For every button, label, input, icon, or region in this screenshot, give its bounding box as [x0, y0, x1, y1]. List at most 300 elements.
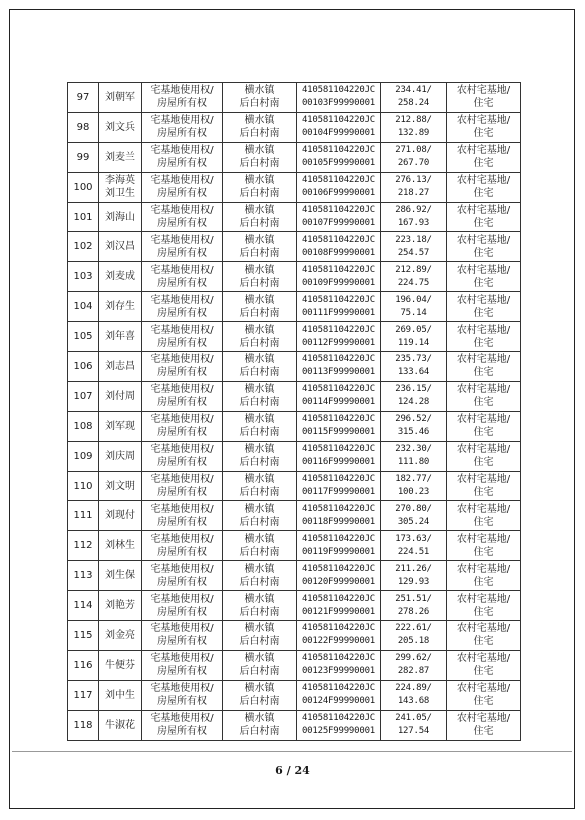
cell-area-line: 254.57	[397, 247, 430, 258]
cell-unit-code	[297, 441, 381, 471]
cell-unit-code-line: 00111F99990001	[301, 307, 376, 318]
cell-right-type-line: 房屋所有权	[157, 726, 207, 738]
cell-location-line: 横水镇	[244, 683, 275, 695]
cell-area-line: 119.14	[397, 337, 430, 348]
cell-right-type	[142, 471, 223, 501]
cell-holder-name-line: 刘现付	[105, 510, 135, 522]
cell-unit-code-line: 00106F99990001	[301, 188, 376, 199]
cell-location	[223, 411, 297, 441]
cell-holder-name-line: 李海英	[105, 175, 135, 187]
cell-location	[223, 232, 297, 262]
cell-usage-line: 农村宅基地/	[456, 533, 511, 545]
cell-number: 108	[68, 411, 99, 441]
cell-unit-code-line: 410581104220JC	[301, 294, 376, 305]
cell-usage	[447, 142, 521, 172]
cell-area-line: 133.64	[397, 367, 430, 378]
cell-location	[223, 262, 297, 292]
cell-unit-code-line: 410581104220JC	[301, 533, 376, 544]
cell-right-type-line: 宅基地使用权/	[150, 115, 214, 127]
cell-right-type-line: 宅基地使用权/	[150, 563, 214, 575]
cell-area-line: 232.30/	[395, 444, 432, 455]
cell-usage-line: 农村宅基地/	[456, 85, 511, 97]
cell-holder-name-line: 刘艳芳	[105, 600, 135, 612]
cell-unit-code-line: 00116F99990001	[301, 457, 376, 468]
cell-location	[223, 172, 297, 202]
cell-area-line: 270.80/	[395, 503, 432, 514]
cell-location-line: 横水镇	[244, 503, 275, 515]
cell-right-type	[142, 142, 223, 172]
cell-unit-code-line: 00119F99990001	[301, 546, 376, 557]
cell-location-line: 横水镇	[244, 563, 275, 575]
cell-location	[223, 531, 297, 561]
cell-location-line: 横水镇	[244, 414, 275, 426]
cell-right-type	[142, 202, 223, 232]
cell-area-line: 167.93	[397, 218, 430, 228]
cell-unit-code-line: 00118F99990001	[301, 516, 376, 527]
cell-usage	[447, 322, 521, 352]
cell-location-line: 横水镇	[244, 294, 275, 306]
cell-area-line: 251.51/	[395, 593, 432, 604]
cell-unit-code-line: 00108F99990001	[301, 247, 376, 258]
cell-area	[381, 112, 447, 142]
cell-usage-line: 住宅	[473, 576, 494, 588]
cell-unit-code	[297, 172, 381, 202]
cell-usage-line: 住宅	[473, 726, 494, 738]
cell-area	[381, 591, 447, 621]
cell-holder-name	[99, 591, 142, 621]
cell-location	[223, 591, 297, 621]
cell-holder-name-line: 刘麦成	[105, 271, 135, 283]
cell-right-type-line: 房屋所有权	[157, 98, 207, 110]
cell-right-type	[142, 680, 223, 710]
cell-unit-code	[297, 262, 381, 292]
cell-right-type-line: 宅基地使用权/	[150, 683, 214, 695]
cell-right-type	[142, 621, 223, 651]
table-row	[68, 561, 521, 591]
cell-right-type-line: 房屋所有权	[157, 487, 207, 499]
cell-location	[223, 381, 297, 411]
cell-unit-code-line: 410581104220JC	[301, 175, 376, 186]
table-body	[68, 83, 521, 741]
cell-usage-line: 农村宅基地/	[456, 623, 511, 635]
cell-unit-code	[297, 202, 381, 232]
cell-unit-code-line: 410581104220JC	[301, 683, 376, 694]
cell-usage	[447, 262, 521, 292]
cell-unit-code	[297, 531, 381, 561]
table-row	[68, 411, 521, 441]
cell-area-line: 223.18/	[395, 234, 432, 245]
cell-usage	[447, 591, 521, 621]
cell-area-line: 111.80	[397, 457, 430, 468]
cell-right-type	[142, 83, 223, 113]
cell-area	[381, 680, 447, 710]
footer-divider	[12, 751, 572, 752]
cell-holder-name	[99, 142, 142, 172]
cell-area-line: 182.77/	[395, 474, 432, 485]
cell-area-line: 75.14	[400, 307, 427, 318]
cell-usage-line: 住宅	[473, 427, 494, 439]
page-number: 6 / 24	[275, 764, 310, 777]
cell-right-type-line: 房屋所有权	[157, 427, 207, 439]
cell-usage-line: 住宅	[473, 188, 494, 200]
cell-unit-code	[297, 411, 381, 441]
cell-right-type	[142, 650, 223, 680]
cell-location	[223, 142, 297, 172]
cell-right-type-line: 房屋所有权	[157, 546, 207, 558]
cell-number: 113	[68, 561, 99, 591]
cell-location-line: 横水镇	[244, 85, 275, 97]
table-row	[68, 262, 521, 292]
cell-right-type	[142, 172, 223, 202]
cell-location-line: 后白村南	[239, 636, 280, 648]
cell-area	[381, 322, 447, 352]
cell-area-line: 278.26	[397, 606, 430, 617]
cell-holder-name-line: 刘志昌	[105, 360, 135, 372]
cell-usage	[447, 292, 521, 322]
cell-location-line: 后白村南	[239, 218, 280, 229]
registration-table	[67, 82, 521, 741]
cell-location-line: 后白村南	[239, 367, 280, 379]
cell-unit-code-line: 410581104220JC	[301, 474, 376, 485]
cell-location-line: 横水镇	[244, 324, 275, 336]
cell-area-line: 205.18	[397, 636, 430, 647]
cell-area	[381, 83, 447, 113]
cell-area	[381, 232, 447, 262]
cell-holder-name-line: 刘军现	[105, 420, 135, 432]
cell-unit-code	[297, 112, 381, 142]
cell-unit-code-line: 00113F99990001	[301, 367, 376, 378]
cell-holder-name-line: 刘生保	[105, 570, 135, 582]
cell-holder-name	[99, 501, 142, 531]
cell-usage-line: 住宅	[473, 636, 494, 648]
table-row	[68, 352, 521, 382]
cell-holder-name	[99, 381, 142, 411]
cell-location-line: 后白村南	[239, 726, 280, 738]
cell-area-line: 305.24	[397, 516, 430, 527]
cell-right-type-line: 宅基地使用权/	[150, 653, 214, 665]
cell-holder-name-line: 刘文兵	[105, 121, 135, 133]
cell-right-type-line: 宅基地使用权/	[150, 85, 214, 97]
cell-holder-name	[99, 83, 142, 113]
cell-right-type-line: 房屋所有权	[157, 247, 207, 259]
cell-holder-name-line: 牛淑花	[105, 719, 135, 731]
cell-holder-name-line: 刘金亮	[105, 629, 135, 641]
cell-usage-line: 农村宅基地/	[456, 563, 511, 575]
cell-usage-line: 农村宅基地/	[456, 354, 511, 366]
cell-area	[381, 381, 447, 411]
cell-usage	[447, 471, 521, 501]
cell-right-type-line: 宅基地使用权/	[150, 294, 214, 306]
cell-usage-line: 住宅	[473, 696, 494, 708]
table-row	[68, 591, 521, 621]
cell-right-type-line: 宅基地使用权/	[150, 623, 214, 635]
cell-location-line: 横水镇	[244, 354, 275, 366]
cell-usage	[447, 680, 521, 710]
cell-usage-line: 农村宅基地/	[456, 175, 511, 187]
cell-usage-line: 农村宅基地/	[456, 205, 511, 216]
cell-area-line: 234.41/	[395, 85, 432, 96]
cell-right-type	[142, 531, 223, 561]
cell-area	[381, 142, 447, 172]
cell-unit-code	[297, 83, 381, 113]
cell-usage	[447, 561, 521, 591]
cell-unit-code-line: 00109F99990001	[301, 277, 376, 288]
cell-area-line: 100.23	[397, 487, 430, 498]
cell-right-type-line: 宅基地使用权/	[150, 145, 214, 157]
cell-right-type-line: 房屋所有权	[157, 218, 207, 229]
cell-number: 107	[68, 381, 99, 411]
cell-location-line: 后白村南	[239, 457, 280, 469]
cell-holder-name	[99, 650, 142, 680]
cell-unit-code-line: 00120F99990001	[301, 576, 376, 587]
cell-right-type-line: 房屋所有权	[157, 696, 207, 708]
cell-unit-code-line: 410581104220JC	[301, 324, 376, 335]
cell-unit-code	[297, 561, 381, 591]
cell-right-type-line: 宅基地使用权/	[150, 533, 214, 545]
cell-right-type	[142, 441, 223, 471]
cell-right-type-line: 房屋所有权	[157, 666, 207, 678]
cell-location-line: 后白村南	[239, 516, 280, 528]
cell-holder-name-line: 刘存生	[105, 301, 135, 313]
cell-holder-name	[99, 471, 142, 501]
cell-area-line: 258.24	[397, 98, 430, 109]
cell-usage	[447, 531, 521, 561]
cell-usage-line: 住宅	[473, 307, 494, 319]
cell-right-type-line: 房屋所有权	[157, 158, 207, 170]
cell-area	[381, 501, 447, 531]
cell-location	[223, 561, 297, 591]
cell-location-line: 后白村南	[239, 397, 280, 409]
cell-area-line: 212.89/	[395, 264, 432, 275]
table-row	[68, 232, 521, 262]
cell-location-line: 横水镇	[244, 205, 275, 216]
cell-area-line: 235.73/	[395, 354, 432, 365]
cell-right-type-line: 宅基地使用权/	[150, 175, 214, 187]
cell-unit-code-line: 410581104220JC	[301, 205, 376, 215]
cell-area	[381, 352, 447, 382]
cell-location-line: 横水镇	[244, 234, 275, 246]
cell-right-type-line: 宅基地使用权/	[150, 384, 214, 396]
cell-area-line: 296.52/	[395, 414, 432, 425]
cell-holder-name	[99, 531, 142, 561]
cell-area-line: 224.51	[397, 546, 430, 557]
cell-unit-code	[297, 471, 381, 501]
cell-usage-line: 住宅	[473, 218, 494, 229]
cell-area-line: 236.15/	[395, 384, 432, 395]
cell-usage	[447, 650, 521, 680]
cell-unit-code-line: 00107F99990001	[301, 218, 376, 228]
cell-number: 101	[68, 202, 99, 232]
cell-unit-code-line: 410581104220JC	[301, 503, 376, 514]
cell-usage-line: 住宅	[473, 277, 494, 289]
cell-right-type-line: 宅基地使用权/	[150, 205, 214, 216]
cell-usage-line: 农村宅基地/	[456, 503, 511, 515]
cell-area	[381, 710, 447, 740]
cell-location-line: 后白村南	[239, 307, 280, 319]
cell-location-line: 后白村南	[239, 337, 280, 349]
cell-location-line: 后白村南	[239, 188, 280, 200]
cell-usage	[447, 441, 521, 471]
cell-usage-line: 农村宅基地/	[456, 294, 511, 306]
table-row	[68, 112, 521, 142]
cell-usage-line: 住宅	[473, 606, 494, 618]
cell-location	[223, 501, 297, 531]
cell-location-line: 后白村南	[239, 696, 280, 708]
cell-number: 99	[68, 142, 99, 172]
cell-unit-code-line: 00123F99990001	[301, 666, 376, 677]
table-row	[68, 142, 521, 172]
cell-usage-line: 住宅	[473, 247, 494, 259]
cell-unit-code-line: 410581104220JC	[301, 85, 376, 96]
cell-holder-name-line: 刘年喜	[105, 331, 135, 343]
cell-location-line: 后白村南	[239, 666, 280, 678]
cell-area-line: 224.89/	[395, 683, 432, 694]
cell-area	[381, 411, 447, 441]
cell-right-type-line: 宅基地使用权/	[150, 593, 214, 605]
cell-number: 104	[68, 292, 99, 322]
cell-holder-name-line: 刘海山	[105, 211, 135, 223]
cell-holder-name	[99, 172, 142, 202]
cell-usage-line: 农村宅基地/	[456, 234, 511, 246]
cell-usage-line: 住宅	[473, 367, 494, 379]
cell-right-type	[142, 710, 223, 740]
cell-usage-line: 农村宅基地/	[456, 414, 511, 426]
cell-number: 100	[68, 172, 99, 202]
cell-usage-line: 农村宅基地/	[456, 444, 511, 456]
table-row	[68, 501, 521, 531]
cell-holder-name-line: 刘中生	[105, 689, 135, 701]
cell-right-type-line: 房屋所有权	[157, 128, 207, 140]
cell-unit-code-line: 00121F99990001	[301, 606, 376, 617]
cell-area-line: 196.04/	[395, 294, 432, 305]
table-row	[68, 441, 521, 471]
cell-right-type	[142, 322, 223, 352]
cell-usage	[447, 710, 521, 740]
cell-right-type	[142, 262, 223, 292]
cell-area-line: 282.87	[397, 666, 430, 677]
cell-unit-code-line: 410581104220JC	[301, 234, 376, 245]
cell-number: 118	[68, 710, 99, 740]
cell-unit-code-line: 00125F99990001	[301, 726, 376, 737]
cell-usage-line: 农村宅基地/	[456, 384, 511, 396]
cell-right-type	[142, 591, 223, 621]
cell-number: 112	[68, 531, 99, 561]
cell-holder-name	[99, 352, 142, 382]
cell-holder-name	[99, 441, 142, 471]
cell-location-line: 横水镇	[244, 474, 275, 486]
cell-location-line: 后白村南	[239, 487, 280, 499]
cell-unit-code	[297, 352, 381, 382]
cell-right-type	[142, 561, 223, 591]
cell-number: 105	[68, 322, 99, 352]
cell-unit-code-line: 410581104220JC	[301, 623, 376, 634]
cell-right-type	[142, 232, 223, 262]
cell-location-line: 横水镇	[244, 384, 275, 396]
cell-right-type-line: 房屋所有权	[157, 636, 207, 648]
cell-unit-code-line: 00124F99990001	[301, 696, 376, 707]
cell-unit-code-line: 410581104220JC	[301, 563, 376, 574]
cell-location-line: 后白村南	[239, 158, 280, 170]
cell-area	[381, 202, 447, 232]
cell-right-type-line: 房屋所有权	[157, 397, 207, 409]
cell-unit-code-line: 410581104220JC	[301, 444, 376, 455]
table-row	[68, 322, 521, 352]
cell-location	[223, 710, 297, 740]
cell-number: 115	[68, 621, 99, 651]
cell-right-type-line: 宅基地使用权/	[150, 713, 214, 725]
cell-area-line: 127.54	[397, 726, 430, 737]
cell-unit-code	[297, 501, 381, 531]
cell-usage-line: 住宅	[473, 337, 494, 349]
cell-usage-line: 农村宅基地/	[456, 474, 511, 486]
cell-location-line: 后白村南	[239, 576, 280, 588]
cell-number: 116	[68, 650, 99, 680]
cell-location-line: 横水镇	[244, 115, 275, 127]
cell-unit-code	[297, 710, 381, 740]
cell-location	[223, 352, 297, 382]
cell-right-type-line: 房屋所有权	[157, 188, 207, 200]
cell-location	[223, 112, 297, 142]
cell-area-line: 211.26/	[395, 563, 432, 574]
cell-location-line: 横水镇	[244, 533, 275, 545]
cell-unit-code	[297, 680, 381, 710]
cell-usage	[447, 621, 521, 651]
cell-right-type-line: 宅基地使用权/	[150, 234, 214, 246]
cell-right-type-line: 宅基地使用权/	[150, 264, 214, 276]
cell-location-line: 后白村南	[239, 128, 280, 140]
cell-usage-line: 住宅	[473, 98, 494, 110]
cell-holder-name-line: 刘麦兰	[105, 151, 135, 163]
cell-holder-name	[99, 202, 142, 232]
cell-area-line: 222.61/	[395, 623, 432, 634]
cell-usage	[447, 411, 521, 441]
cell-area-line: 299.62/	[395, 653, 432, 664]
cell-number: 106	[68, 352, 99, 382]
cell-area	[381, 172, 447, 202]
cell-usage-line: 住宅	[473, 158, 494, 170]
cell-unit-code	[297, 322, 381, 352]
cell-location-line: 横水镇	[244, 713, 275, 725]
cell-holder-name-line: 刘林生	[105, 540, 135, 552]
cell-holder-name	[99, 710, 142, 740]
cell-area-line: 132.89	[397, 128, 430, 139]
cell-right-type-line: 宅基地使用权/	[150, 503, 214, 515]
cell-usage-line: 住宅	[473, 487, 494, 499]
cell-usage	[447, 232, 521, 262]
cell-number: 97	[68, 83, 99, 113]
cell-area	[381, 561, 447, 591]
cell-usage	[447, 83, 521, 113]
cell-number: 102	[68, 232, 99, 262]
cell-right-type	[142, 381, 223, 411]
cell-location-line: 后白村南	[239, 546, 280, 558]
cell-unit-code	[297, 591, 381, 621]
cell-number: 117	[68, 680, 99, 710]
cell-right-type-line: 宅基地使用权/	[150, 354, 214, 366]
cell-number: 109	[68, 441, 99, 471]
cell-right-type-line: 房屋所有权	[157, 337, 207, 349]
cell-right-type-line: 房屋所有权	[157, 516, 207, 528]
cell-unit-code	[297, 142, 381, 172]
cell-unit-code-line: 00114F99990001	[301, 397, 376, 408]
cell-holder-name-line: 牛便芬	[105, 659, 135, 671]
cell-unit-code-line: 00122F99990001	[301, 636, 376, 647]
cell-holder-name	[99, 621, 142, 651]
cell-area-line: 124.28	[397, 397, 430, 408]
cell-usage-line: 住宅	[473, 397, 494, 409]
cell-number: 114	[68, 591, 99, 621]
cell-location-line: 横水镇	[244, 593, 275, 605]
